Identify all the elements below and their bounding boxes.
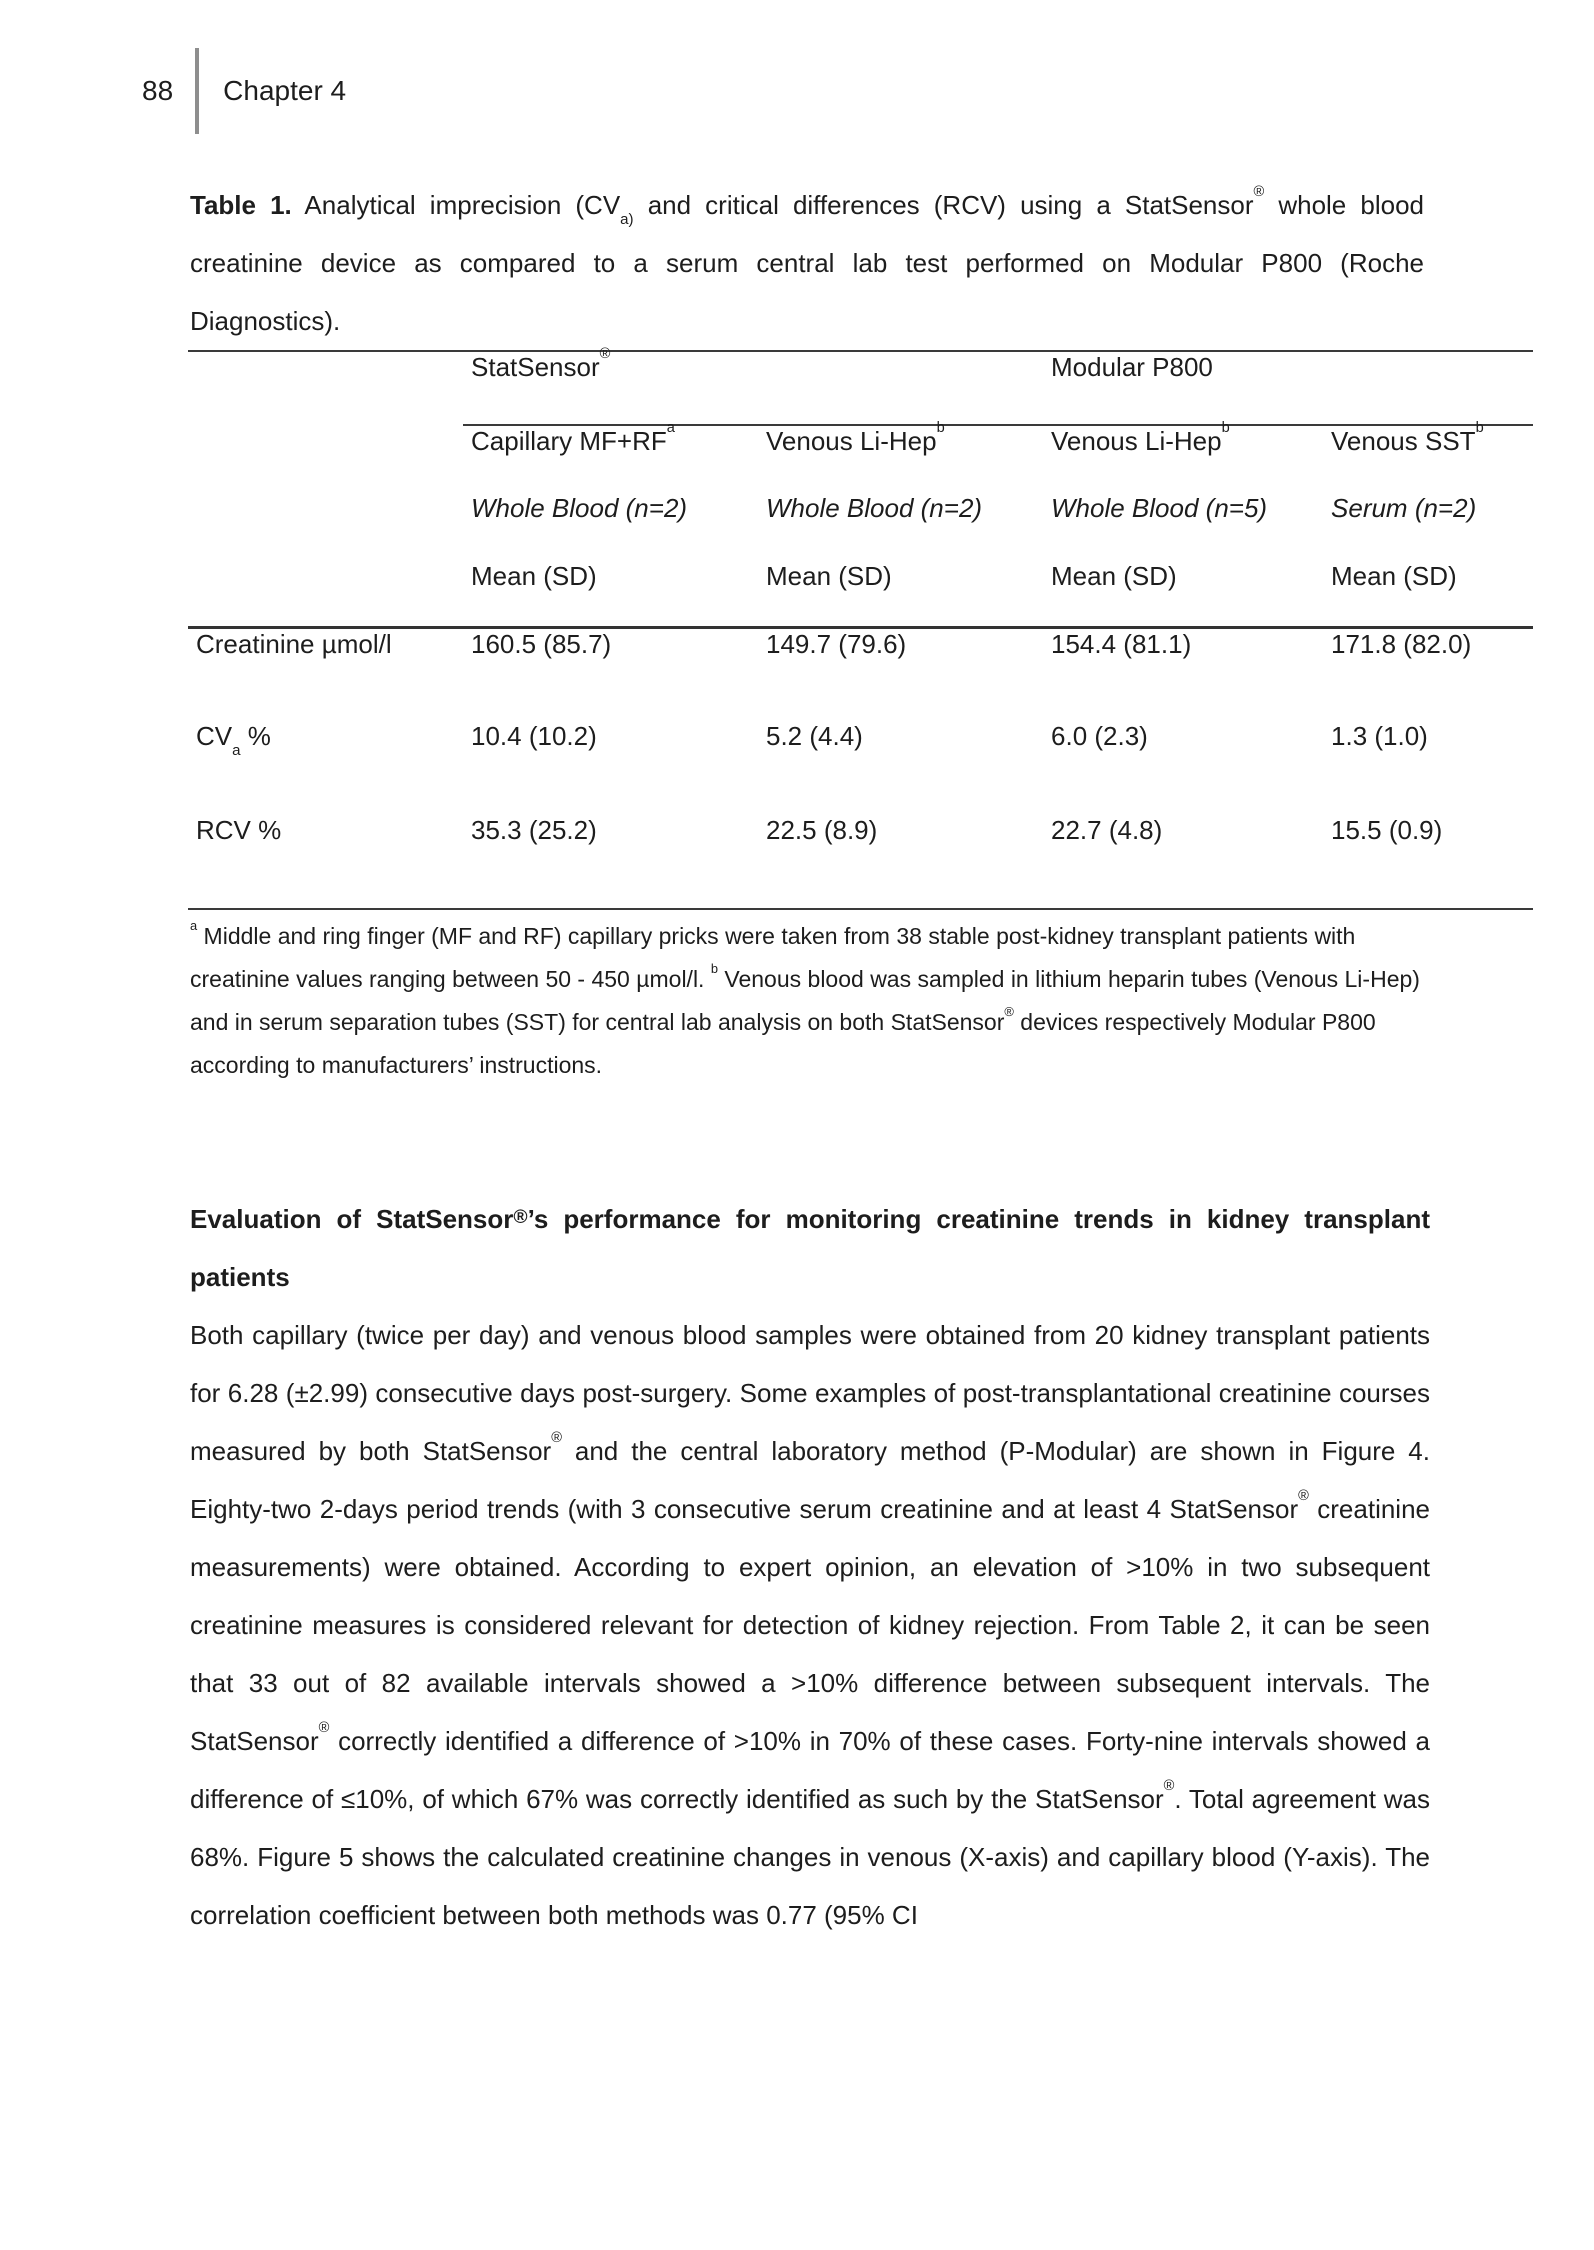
column-header-label: Capillary MF+RF xyxy=(471,426,667,456)
sample-type-label: Serum (n=2) xyxy=(1331,493,1477,523)
value-cell: 22.7 (4.8) xyxy=(1043,815,1323,909)
chapter-divider xyxy=(195,48,199,134)
group-header-label: StatSensor xyxy=(471,352,600,382)
table-footnote xyxy=(190,915,1430,1087)
registered-mark-icon: ® xyxy=(1253,184,1265,201)
registered-mark-icon: ® xyxy=(551,1430,562,1447)
value-cell: 1.3 (1.0) xyxy=(1331,721,1428,751)
caption-segment: Analytical imprecision (CV xyxy=(291,190,621,220)
paragraph-segment: correctly identified a difference of >10% in 70% of these cases. Forty-nine intervals showed a difference of ≤10%, of which 67% was correctly identified as such by the StatSensor xyxy=(190,1726,1430,1814)
table-row-creatinine xyxy=(188,627,1533,721)
column-header xyxy=(1323,420,1533,493)
row-label: RCV % xyxy=(188,815,463,909)
footnote-marker: b xyxy=(1475,420,1484,437)
table-row-stat-labels xyxy=(188,561,1533,627)
table-corner-blank xyxy=(188,561,463,627)
page-content xyxy=(188,176,1533,1944)
paragraph-segment: creatinine measurements) were obtained. According to expert opinion, an elevation of >10% in two subsequent creatinine measures is considered relevant for detection of kidney rejection. From Table 2, it can be seen that 33 out of 82 available intervals showed a >10% difference between subsequent intervals. The StatSensor xyxy=(190,1494,1430,1756)
paragraph-segment: Both capillary (twice per day) and venous blood samples were obtained from 20 kidney transplant patients for 6.28 (±2.99) consecutive days post-surgery. Some examples of post-transplantational creatinine courses measured by both StatSensor xyxy=(190,1320,1430,1466)
group-header-modular-p800 xyxy=(1043,351,1533,425)
results-table xyxy=(188,346,1533,910)
footnote-marker: b xyxy=(710,960,719,976)
footnote-segment: Middle and ring finger (MF and RF) capillary pricks were taken from 38 stable post-kidney transplant patients with creatinine values ranging between 50 - 450 µmol/l. xyxy=(190,923,1356,992)
footnote-marker: b xyxy=(1221,420,1230,437)
sample-type-label: Whole Blood (n=2) xyxy=(471,493,688,523)
column-header-label: Venous SST xyxy=(1331,426,1476,456)
paragraph-segment: and the central laboratory method (P-Modular) are shown in Figure 4. Eighty-two 2-days period trends (with 3 consecutive serum creatinine and at least 4 StatSensor xyxy=(190,1436,1430,1524)
table-corner-blank xyxy=(188,351,463,425)
footnote-marker: b xyxy=(936,420,945,437)
column-header xyxy=(1043,420,1323,493)
stat-label: Mean (SD) xyxy=(1331,561,1457,591)
registered-mark-icon: ® xyxy=(318,1720,330,1737)
value-cell: 35.3 (25.2) xyxy=(463,815,758,909)
value-cell: 160.5 (85.7) xyxy=(463,627,758,721)
page-number: 88 xyxy=(142,75,174,106)
footnote-segment: Venous blood was sampled in lithium heparin tubes (Venous Li-Hep) and in serum separation tubes (SST) for central lab analysis on both StatSensor xyxy=(190,966,1420,1035)
caption-segment: and critical differences (RCV) using a StatSensor xyxy=(633,190,1254,220)
footnote-marker: a xyxy=(666,420,675,437)
registered-mark-icon: ® xyxy=(513,1207,528,1229)
row-label-text: CV xyxy=(196,721,233,751)
sample-type-label: Whole Blood (n=5) xyxy=(1051,493,1268,523)
stat-label: Mean (SD) xyxy=(1051,561,1177,591)
table-row-column-headers xyxy=(188,425,1533,493)
table-corner-blank xyxy=(188,425,463,493)
row-label-subscript: a xyxy=(232,741,241,759)
column-header xyxy=(758,420,1043,493)
value-cell: 5.2 (4.4) xyxy=(766,721,863,751)
column-header xyxy=(463,420,758,493)
registered-mark-icon: ® xyxy=(1163,1778,1175,1795)
caption-segment: whole blood creatinine device as compared to a serum central lab test performed on Modular P800 (Roche Diagnostics). xyxy=(190,190,1424,336)
table-caption-label: Table 1. xyxy=(190,190,292,220)
table-caption xyxy=(190,176,1424,350)
footnote-marker: a xyxy=(190,917,198,933)
row-label-suffix: % xyxy=(240,721,271,751)
table-row-sample-types xyxy=(188,493,1533,561)
table-row-cva xyxy=(188,721,1533,815)
chapter-title: Chapter 4 xyxy=(223,75,347,106)
registered-mark-icon: ® xyxy=(1298,1488,1309,1505)
body-paragraph xyxy=(190,1306,1430,1944)
value-cell: 22.5 (8.9) xyxy=(758,815,1043,909)
row-label: Creatinine µmol/l xyxy=(188,627,463,721)
table-row-group-headers xyxy=(188,351,1533,425)
value-cell: 10.4 (10.2) xyxy=(471,721,597,751)
group-header-statsensor xyxy=(463,346,1043,425)
page-header xyxy=(142,48,346,134)
footnote-segment: devices respectively Modular P800 according to manufacturers’ instructions. xyxy=(190,1009,1376,1078)
registered-mark-icon: ® xyxy=(1004,1003,1014,1019)
column-header-label: Venous Li-Hep xyxy=(1051,426,1222,456)
group-header-label: Modular P800 xyxy=(1051,352,1213,382)
stat-label: Mean (SD) xyxy=(471,561,597,591)
value-cell: 6.0 (2.3) xyxy=(1051,721,1148,751)
value-cell: 149.7 (79.6) xyxy=(758,627,1043,721)
heading-segment: ’s performance for monitoring creatinine trends in kidney transplant patients xyxy=(190,1204,1430,1292)
caption-subscript: a) xyxy=(620,210,634,228)
paragraph-segment: . Total agreement was 68%. Figure 5 shows the calculated creatinine changes in venous (X-axis) and capillary blood (Y-axis). The correlation coefficient between both methods was 0.77 (95% CI xyxy=(190,1784,1430,1930)
value-cell: 15.5 (0.9) xyxy=(1323,815,1533,909)
row-label xyxy=(188,721,463,815)
registered-mark-icon: ® xyxy=(599,346,611,363)
sample-type-label: Whole Blood (n=2) xyxy=(766,493,983,523)
section-heading xyxy=(190,1190,1430,1306)
column-header-label: Venous Li-Hep xyxy=(766,426,937,456)
table-corner-blank xyxy=(188,493,463,561)
heading-segment: Evaluation of StatSensor xyxy=(190,1204,514,1234)
value-cell: 154.4 (81.1) xyxy=(1043,627,1323,721)
stat-label: Mean (SD) xyxy=(766,561,892,591)
table-row-rcv xyxy=(188,815,1533,909)
value-cell: 171.8 (82.0) xyxy=(1323,627,1533,721)
